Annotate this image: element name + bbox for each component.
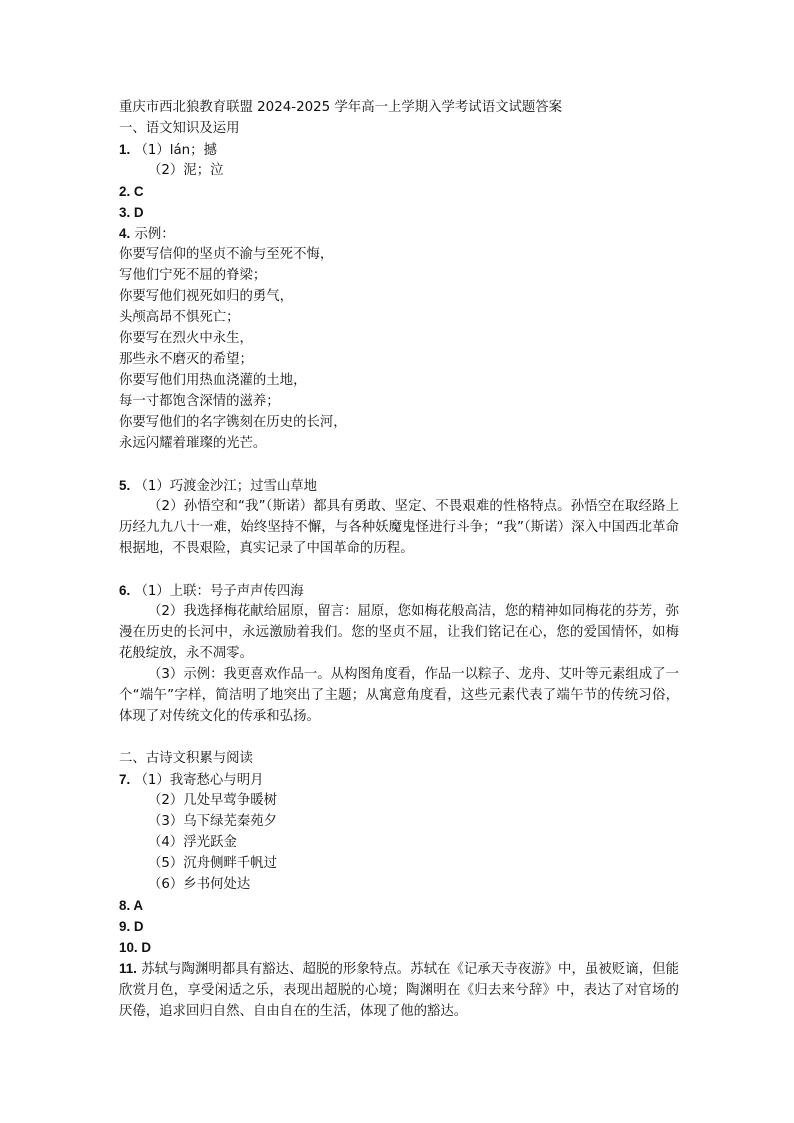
q6-number: 6. bbox=[119, 583, 131, 598]
section-1-heading: 一、语文知识及运用 bbox=[119, 121, 240, 136]
spacer bbox=[119, 559, 679, 580]
poem-line: 头颅高昂不惧死亡； bbox=[119, 310, 240, 325]
spacer bbox=[119, 727, 679, 748]
q5-answer-b: （2）孙悟空和“我”（斯诺）都具有勇敢、坚定、不畏艰难的性格特点。孙悟空在取经路上历经九九八十一难，始终坚持不懈，与各种妖魔鬼怪进行斗争；“我”（斯诺）深入中国西北革命根据地，不畏艰险，真实记录了中国革命的历程。 bbox=[119, 499, 679, 556]
q11-answer: 苏轼与陶渊明都具有豁达、超脱的形象特点。苏轼在《记承天寺夜游》中，虽被贬谪，但能欣赏月色，享受闲适之乐，表现出超脱的心境；陶渊明在《归去来兮辞》中，表达了对官场的厌倦，追求回归自然、自由自在的生活，体现了他的豁达。 bbox=[119, 962, 679, 1019]
q1-answer-a: （1）lán；撼 bbox=[134, 143, 217, 158]
q11-answer-block bbox=[119, 958, 679, 1022]
q5-answer-a: （1）巧渡金沙江；过雪山草地 bbox=[134, 479, 318, 494]
q1-number: 1. bbox=[119, 142, 131, 157]
q7-answer: （2）几处早莺争暖树 bbox=[148, 793, 278, 808]
q6-part-a bbox=[119, 580, 679, 601]
q4-intro: 示例： bbox=[134, 227, 175, 242]
q6-answer-c: （3）示例：我更喜欢作品一。从构图角度看，作品一以粽子、龙舟、艾叶等元素组成了一个“端午”字样，简洁明了地突出了主题；从寓意角度看，这些元素代表了端午节的传统习俗，体现了对传统文化的传承和弘扬。 bbox=[119, 667, 679, 724]
q7-answer: （1）我寄愁心与明月 bbox=[134, 773, 264, 788]
q5-part-a bbox=[119, 475, 679, 496]
poem-line: 永远闪耀着璀璨的光芒。 bbox=[119, 436, 267, 451]
q7-answer: （3）乌下绿芜秦苑夕 bbox=[148, 814, 278, 829]
poem-line: 你要写他们的名字镌刻在历史的长河， bbox=[119, 415, 347, 430]
poem-line: 你要写在烈火中永生， bbox=[119, 331, 253, 346]
q4-number: 4. bbox=[119, 226, 131, 241]
document-title: 重庆市西北狼教育联盟 2024-2025 学年高一上学期入学考试语文试题答案 bbox=[119, 100, 563, 115]
q1-part-a bbox=[119, 139, 679, 160]
q4-intro-line bbox=[119, 223, 679, 244]
poem-line: 每一寸都饱含深情的滋养； bbox=[119, 394, 280, 409]
poem-line: 你要写他们用热血浇灌的土地， bbox=[119, 373, 307, 388]
q7-answer: （6）乡书何处达 bbox=[148, 877, 251, 892]
poem-line: 你要写信仰的坚贞不渝与至死不悔， bbox=[119, 247, 334, 262]
q9-answer: 9. D bbox=[119, 919, 144, 934]
answer-document bbox=[119, 97, 679, 1022]
q2-answer: 2. C bbox=[119, 184, 144, 199]
q7-answer: （5）沉舟侧畔千帆过 bbox=[148, 856, 278, 871]
q5-number: 5. bbox=[119, 478, 131, 493]
poem-line: 那些永不磨灭的希望； bbox=[119, 352, 253, 367]
q7-answer: （4）浮光跃金 bbox=[148, 835, 237, 850]
q10-answer: 10. D bbox=[119, 940, 152, 955]
q8-answer: 8. A bbox=[119, 898, 144, 913]
q6-answer-b: （2）我选择梅花献给屈原，留言：屈原，您如梅花般高洁，您的精神如同梅花的芬芳，弥漫在历史的长河中，永远激励着我们。您的坚贞不屈，让我们铭记在心，您的爱国情怀，如梅花般绽放，永不凋零。 bbox=[119, 604, 679, 661]
q7-part-1 bbox=[119, 769, 679, 790]
q11-number: 11. bbox=[119, 961, 137, 976]
poem-line: 你要写他们视死如归的勇气， bbox=[119, 289, 294, 304]
q6-answer-a: （1）上联：号子声声传四海 bbox=[134, 584, 304, 599]
q1-answer-b: （2）泥；泣 bbox=[148, 163, 224, 178]
spacer bbox=[119, 454, 679, 475]
q3-answer: 3. D bbox=[119, 205, 144, 220]
section-2-heading: 二、古诗文积累与阅读 bbox=[119, 751, 253, 766]
poem-line: 写他们宁死不屈的脊梁； bbox=[119, 268, 267, 283]
q7-number: 7. bbox=[119, 772, 131, 787]
